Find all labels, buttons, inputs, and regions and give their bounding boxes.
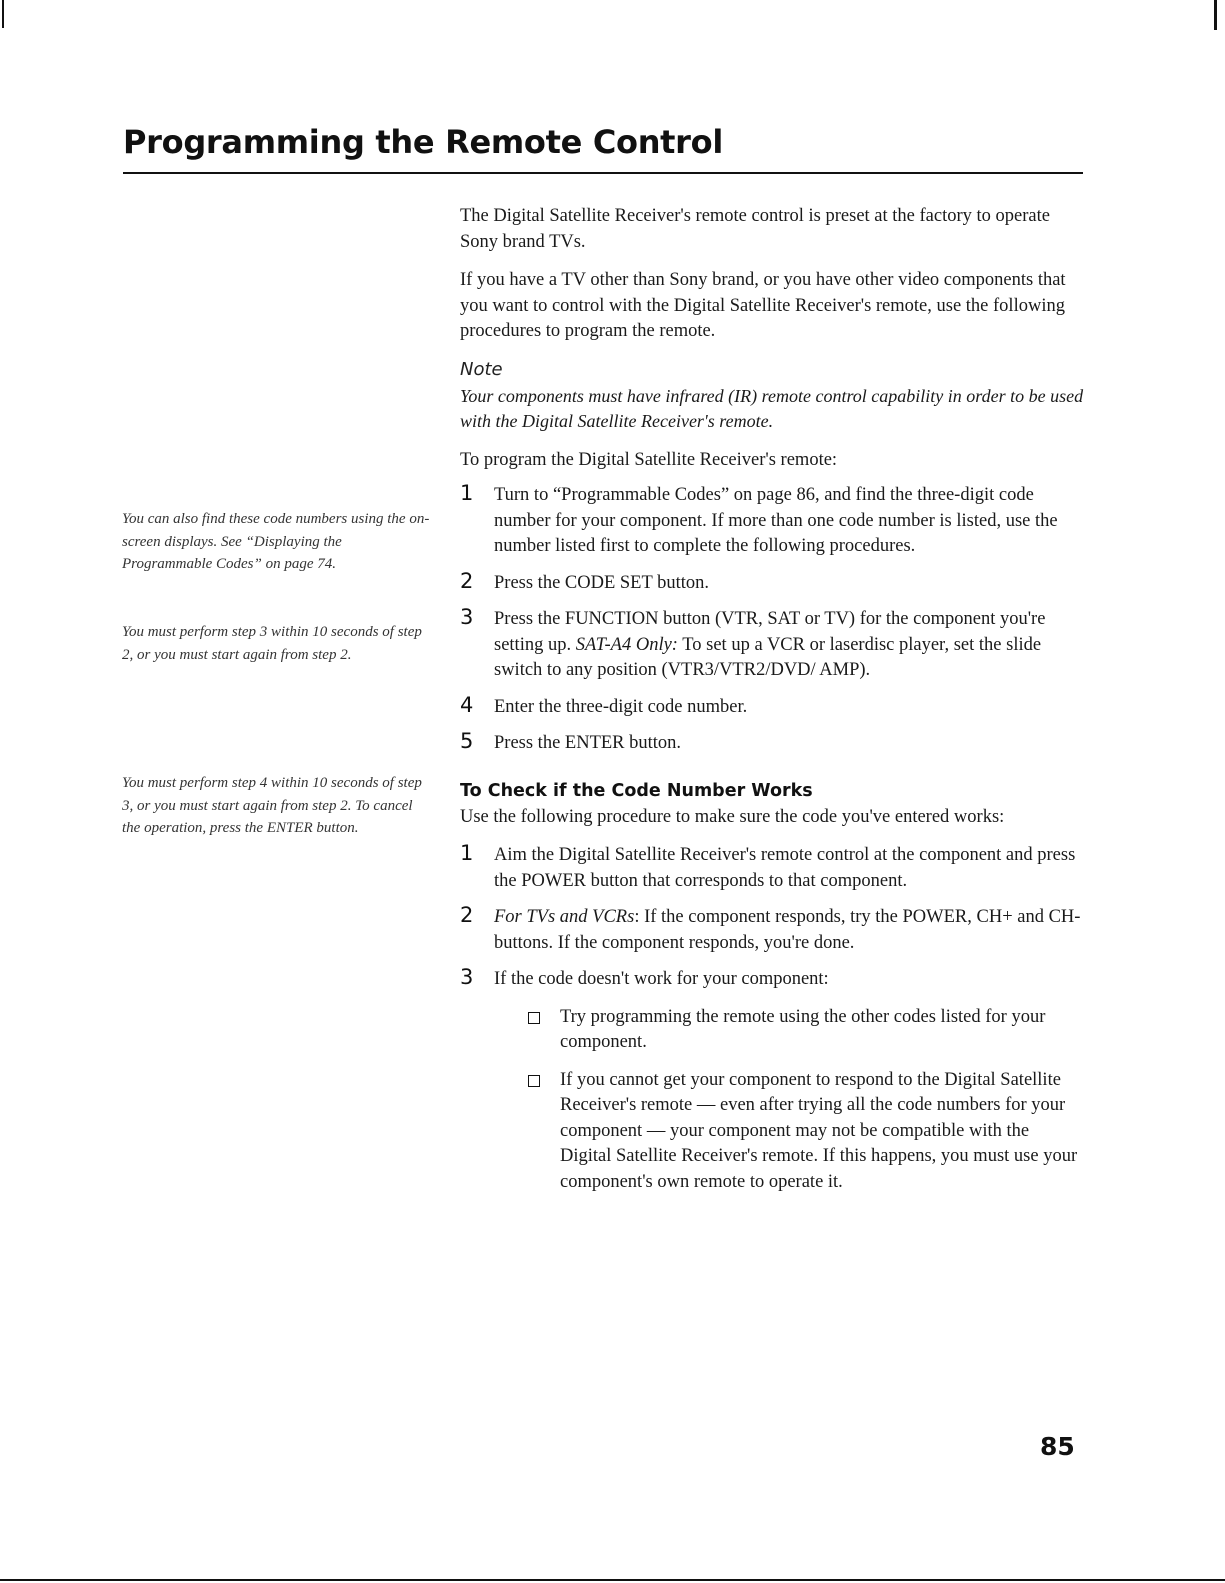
- step-number: 5: [460, 729, 474, 753]
- step-number: 1: [460, 841, 474, 865]
- step-number: 3: [460, 965, 474, 989]
- step-text: [494, 907, 1080, 953]
- step-number: 1: [460, 481, 474, 505]
- main-column: [460, 204, 1085, 1207]
- troubleshooting-item: [526, 1005, 1085, 1056]
- note-text: Your components must have infrared (IR) remote control capability in order to be used with the Digital Satellite Receiver's remote.: [460, 385, 1084, 431]
- step-text: Aim the Digital Satellite Receiver's remote control at the component and press the POWER button that corresponds to that component.: [494, 845, 1076, 891]
- check-intro: Use the following procedure to make sure the code you've entered works:: [460, 806, 1005, 827]
- step-text: Enter the three-digit code number.: [494, 696, 748, 717]
- note-label: Note: [460, 358, 503, 380]
- step-text: Press the CODE SET button.: [494, 572, 709, 593]
- page-number: 85: [1040, 1432, 1075, 1461]
- side-note-step-4-timing: You must perform step 4 within 10 seconds of step 3, or you must start again from step 2. To cancel the operation, press the ENTER button.: [122, 775, 422, 836]
- page-title: Programming the Remote Control: [123, 123, 724, 161]
- program-steps: [460, 483, 1085, 757]
- program-step-4: [460, 692, 1085, 721]
- troubleshooting-list: [494, 1005, 1085, 1196]
- troubleshooting-item: [526, 1068, 1085, 1196]
- program-step-3: [460, 607, 1085, 684]
- program-intro: To program the Digital Satellite Receiver's remote:: [460, 449, 838, 470]
- step-text-part: Press the FUNCTION button (VTR, SAT or TV) for the component you're setting up.: [494, 609, 1046, 655]
- program-step-5: [460, 731, 1085, 757]
- checkbox-bullet-icon: [528, 1075, 540, 1087]
- step-text: If the code doesn't work for your component:: [494, 969, 829, 989]
- scan-edge-mark-left: [2, 0, 4, 28]
- step-text: Turn to “Programmable Codes” on page 86, and find the three-digit code number for your component. If more than one code number is listed, use the number listed first to complete the following procedures.: [494, 485, 1058, 556]
- step-number: 3: [460, 605, 474, 629]
- step-text: Press the ENTER button.: [494, 733, 682, 753]
- step-number: 2: [460, 568, 474, 593]
- program-step-1: [460, 483, 1085, 560]
- step-text-part: To set up a VCR or laserdisc player, set the slide switch to any position (VTR3/VTR2/DVD/ AMP).: [494, 634, 1042, 680]
- step-text: [494, 609, 1045, 680]
- bullet-text: If you cannot get your component to respond to the Digital Satellite Receiver's remote — even after trying all the code numbers for your component — your component may not be compatible with the Digital Satellite Receiver's remote. If this happens, you must use your component's own remote to operate it.: [560, 1069, 1078, 1192]
- bullet-text: Try programming the remote using the other codes listed for your component.: [560, 1006, 1046, 1052]
- intro-paragraph-2: If you have a TV other than Sony brand, or you have other video components that you want to control with the Digital Satellite Receiver's remote, use the following procedures to program the remote.: [460, 270, 1066, 341]
- check-step-3: [460, 967, 1085, 1195]
- intro-paragraph-1: The Digital Satellite Receiver's remote control is preset at the factory to operate Sony brand TVs.: [460, 206, 1050, 252]
- checkbox-bullet-icon: [528, 1012, 540, 1024]
- check-heading: To Check if the Code Number Works: [460, 780, 813, 801]
- side-note-step-3-timing: You must perform step 3 within 10 seconds of step 2, or you must start again from step 2.: [122, 624, 422, 663]
- model-qualifier: SAT-A4 Only:: [575, 634, 678, 655]
- step-text-part: : If the component responds, try the POWER, CH+ and CH- buttons. If the component responds, you're done.: [494, 907, 1081, 953]
- check-steps: [460, 843, 1085, 1195]
- scan-edge-mark-right: [1214, 0, 1217, 30]
- program-step-2: [460, 568, 1085, 597]
- step-number: 2: [460, 903, 474, 927]
- step-qualifier: For TVs and VCRs: [494, 907, 635, 927]
- step-number: 4: [460, 692, 474, 717]
- side-note-code-numbers: You can also find these code numbers using the on-screen displays. See “Displaying the Programmable Codes” on page 74.: [122, 511, 430, 572]
- scan-edge-line-bottom: [0, 1579, 1225, 1581]
- title-rule: [123, 172, 1083, 174]
- check-step-2: [460, 905, 1085, 956]
- check-step-1: [460, 843, 1085, 894]
